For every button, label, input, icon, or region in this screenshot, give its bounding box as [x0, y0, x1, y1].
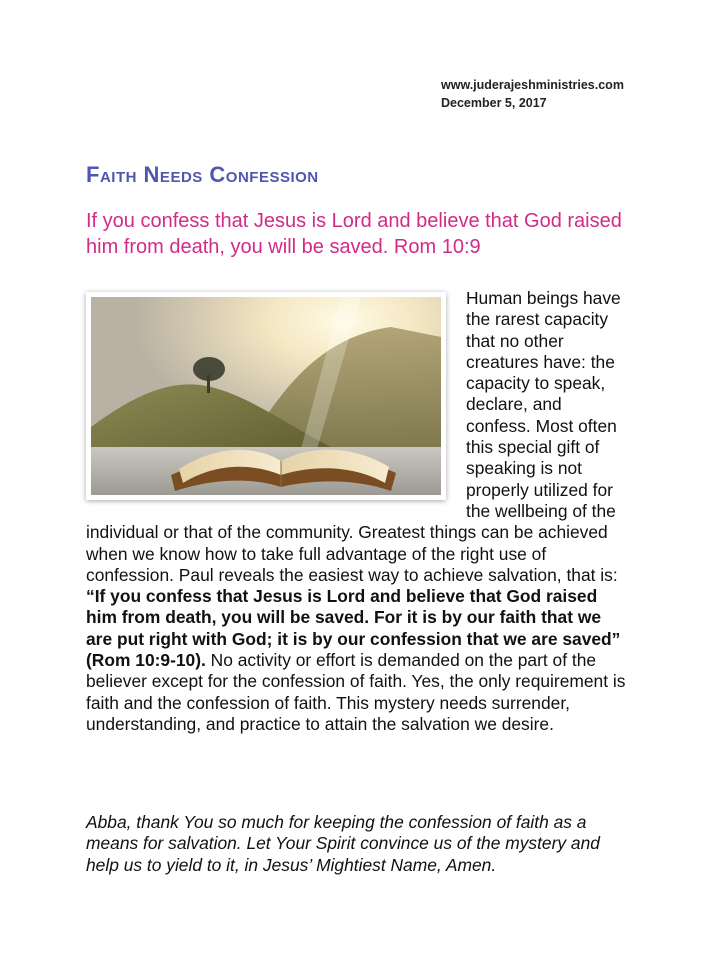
body-intro: Human beings have the rarest capacity that no other creatures have: the capacity to speak, declare, and confess. Most often this special gift of speaking is not properly utilized for the wellbeing of the individual or that of the community. Greatest things can be achieved when we know how to take full advantage of the right use of confession. Paul reveals the easiest way to achieve salvation, that is:: [86, 288, 621, 585]
post-date: December 5, 2017: [441, 96, 547, 110]
key-verse: If you confess that Jesus is Lord and believe that God raised him from death, you will be saved. Rom 10:9: [86, 210, 622, 258]
website-url: www.juderajeshministries.com: [441, 78, 624, 92]
closing-prayer: Abba, thank You so much for keeping the confession of faith as a means for salvation. Let Your Spirit convince us of the mystery and help us to yield to it, in Jesus’ Mightiest Name, Amen.: [86, 812, 600, 875]
bible-landscape-illustration: [91, 297, 441, 495]
header-meta: [441, 76, 624, 112]
body-rest: No activity or effort is demanded on the part of the believer except for the confession of faith. Yes, the only requirement is faith and the confession of faith. This mystery needs surrender, understanding, and practice to attain the salvation we desire.: [86, 650, 626, 734]
body-paragraph: [86, 288, 626, 735]
bible-landscape-image: [86, 292, 446, 500]
scripture-quote: “If you confess that Jesus is Lord and believe that God raised him from death, you will be saved. For it is by our faith that we are put right with God; it is by our confession that we are saved” (Rom 10:9-10).: [86, 586, 621, 671]
page-title: Faith Needs Confession: [86, 162, 319, 187]
